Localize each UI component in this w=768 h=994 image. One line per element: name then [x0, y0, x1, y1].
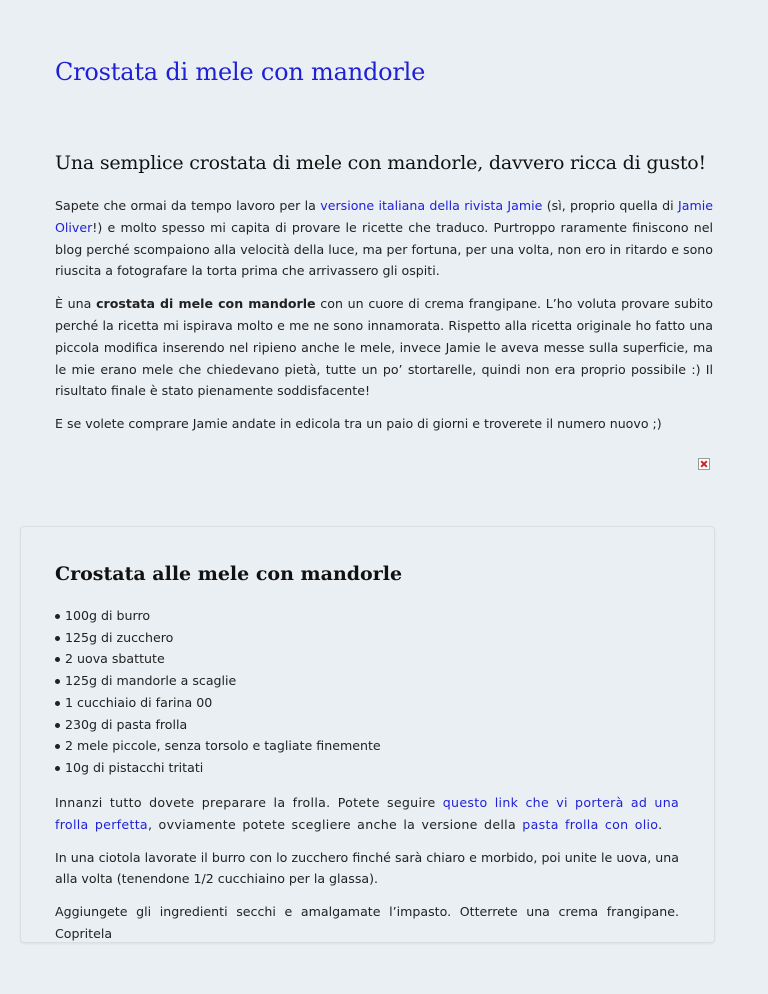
recipe-method	[55, 792, 679, 943]
intro-paragraph-1	[55, 195, 713, 282]
ingredient-item: 2 mele piccole, senza torsolo e tagliate finemente	[55, 735, 381, 757]
post-subtitle: Una semplice crostata di mele con mandorle, davvero ricca di gusto!	[55, 152, 706, 174]
jamie-oliver-link[interactable]: Jamie Oliver	[55, 198, 713, 235]
intro-paragraph-2	[55, 293, 713, 402]
ingredient-item: 125g di mandorle a scaglie	[55, 670, 381, 692]
ingredient-item: 2 uova sbattute	[55, 648, 381, 670]
ingredient-item: 1 cucchiaio di farina 00	[55, 692, 381, 714]
text: con un cuore di crema frangipane. L’ho voluta provare subito perché la ricetta mi ispirava molto e me ne sono innamorata. Rispetto alla ricetta originale ho fatto una piccola modifica inserendo nel ripieno anche le mele, invece Jamie le aveva messe sulla superficie, ma le mie erano mele che chiedevano pietà, tutte un po’ stortarelle, quindi non era proprio possibile :) Il risultato finale è stato pienamente soddisfacente!	[55, 296, 713, 399]
ingredient-item: 125g di zucchero	[55, 627, 381, 649]
intro-paragraph-3: E se volete comprare Jamie andate in edicola tra un paio di giorni e troverete il numero nuovo ;)	[55, 416, 662, 432]
ingredient-item: 100g di burro	[55, 605, 381, 627]
recipe-card	[20, 526, 715, 943]
post-intro	[55, 195, 713, 446]
ingredients-list	[55, 605, 381, 779]
jamie-magazine-link[interactable]: versione italiana della rivista Jamie	[320, 198, 543, 213]
text: Innanzi tutto dovete preparare la frolla. Potete seguire	[55, 795, 443, 810]
ingredient-item: 230g di pasta frolla	[55, 714, 381, 736]
text: (sì, proprio quella di	[542, 198, 679, 213]
method-step-1	[55, 792, 679, 836]
perfect-shortcrust-link[interactable]: questo link che vi porterà ad una frolla perfetta	[55, 795, 679, 832]
method-step-2: In una ciotola lavorate il burro con lo zucchero finché sarà chiaro e morbido, poi unite le uova, una alla volta (tenendone 1/2 cucchiaino per la glassa).	[55, 849, 679, 887]
text: !) e molto spesso mi capita di provare le ricette che traduco. Purtroppo raramente finiscono nel blog perché scompaiono alla velocità della luce, ma per fortuna, per una volta, non ero in ritardo e sono riuscita a fotografare la torta prima che arrivassero gli ospiti.	[55, 219, 713, 279]
text: Sapete che ormai da tempo lavoro per la	[55, 198, 321, 213]
ingredient-item: 10g di pistacchi tritati	[55, 757, 381, 779]
bold-text: crostata di mele con mandorle	[96, 296, 316, 312]
text: , ovviamente potete scegliere anche la versione della	[147, 816, 523, 832]
text: È una	[55, 296, 97, 312]
post-title[interactable]: Crostata di mele con mandorle	[55, 58, 426, 86]
recipe-title: Crostata alle mele con mandorle	[55, 563, 403, 585]
method-step-3: Aggiungete gli ingredienti secchi e amalgamate l’impasto. Otterrete una crema frangipane. Copritela	[55, 904, 679, 941]
oil-shortcrust-link[interactable]: pasta frolla con olio	[522, 816, 659, 832]
text: .	[658, 816, 663, 832]
broken-image-icon[interactable]	[698, 458, 710, 470]
